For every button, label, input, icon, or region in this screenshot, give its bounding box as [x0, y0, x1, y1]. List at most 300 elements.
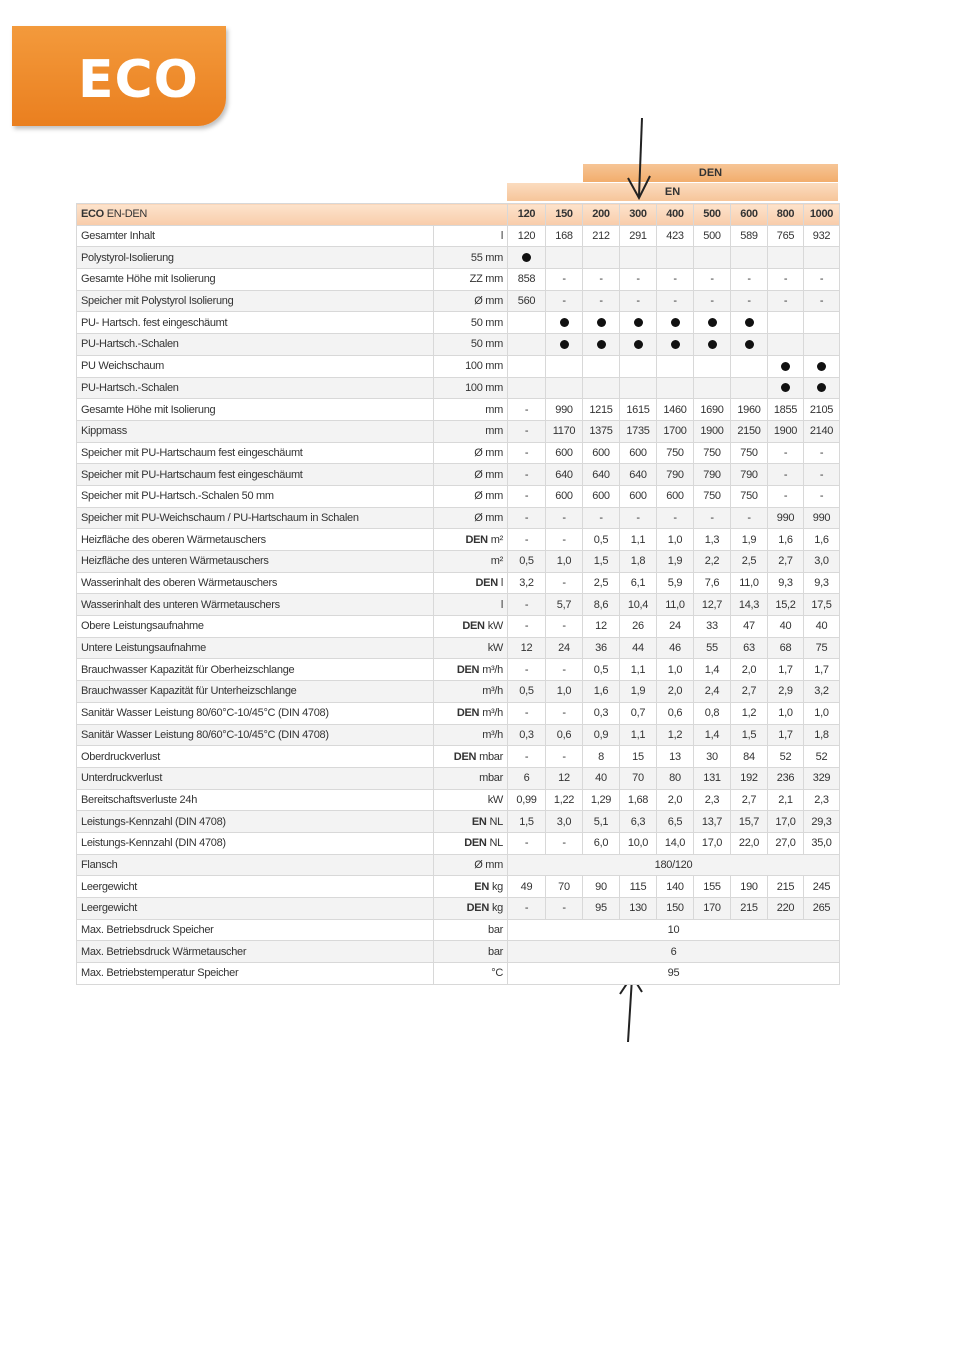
value-cell: 790 — [657, 464, 694, 486]
value-cell — [694, 247, 731, 269]
row-unit — [434, 811, 508, 833]
unit-text: m³/h — [482, 728, 503, 741]
value-cell — [546, 247, 583, 269]
value-cell: 36 — [583, 637, 620, 659]
table-row — [77, 789, 840, 811]
row-label: Sanitär Wasser Leistung 80/60°C-10/45°C (DIN 4708) — [77, 702, 434, 724]
value-cell: 1,1 — [620, 724, 657, 746]
value-cell: - — [546, 746, 583, 768]
row-label: Sanitär Wasser Leistung 80/60°C-10/45°C (DIN 4708) — [77, 724, 434, 746]
value-cell: 2140 — [804, 420, 840, 442]
unit-text: bar — [488, 945, 503, 958]
value-cell — [657, 247, 694, 269]
value-cell: 0,5 — [583, 529, 620, 551]
value-cell: 640 — [620, 464, 657, 486]
value-cell: - — [768, 290, 804, 312]
value-cell: 1,5 — [508, 811, 546, 833]
table-row — [77, 724, 840, 746]
value-cell — [546, 355, 583, 377]
bullet-dot-icon — [817, 362, 826, 371]
value-cell: 192 — [731, 767, 768, 789]
value-cell: 1,7 — [768, 724, 804, 746]
value-cell: 1,9 — [657, 551, 694, 573]
row-label: Leistungs-Kennzahl (DIN 4708) — [77, 832, 434, 854]
value-cell: 600 — [620, 442, 657, 464]
value-cell: 329 — [804, 767, 840, 789]
value-cell: - — [546, 529, 583, 551]
value-cell: 80 — [657, 767, 694, 789]
row-label: Gesamte Höhe mit Isolierung — [77, 399, 434, 421]
value-cell: 5,7 — [546, 594, 583, 616]
value-cell: - — [768, 442, 804, 464]
value-cell: 212 — [583, 225, 620, 247]
row-unit — [434, 659, 508, 681]
value-cell: 2105 — [804, 399, 840, 421]
value-cell: 1900 — [694, 420, 731, 442]
value-cell: - — [731, 290, 768, 312]
value-cell: 1,7 — [768, 659, 804, 681]
bullet-cell — [768, 377, 804, 399]
bullet-cell — [657, 334, 694, 356]
table-row — [77, 811, 840, 833]
bullet-dot-icon — [671, 318, 680, 327]
bullet-cell — [768, 355, 804, 377]
row-unit — [434, 941, 508, 963]
value-cell: 1,0 — [804, 702, 840, 724]
value-cell: - — [768, 485, 804, 507]
size-header: 120 — [508, 204, 546, 226]
value-cell: - — [508, 464, 546, 486]
table-row — [77, 702, 840, 724]
value-cell: 11,0 — [657, 594, 694, 616]
row-label: Brauchwasser Kapazität für Unterheizschlange — [77, 681, 434, 703]
value-cell: 52 — [768, 746, 804, 768]
unit-text: kW — [487, 620, 503, 633]
table-row — [77, 334, 840, 356]
value-cell: 990 — [546, 399, 583, 421]
value-cell: 0,3 — [508, 724, 546, 746]
value-cell: - — [546, 659, 583, 681]
row-label: Flansch — [77, 854, 434, 876]
value-cell — [583, 377, 620, 399]
bullet-cell — [546, 334, 583, 356]
table-row — [77, 594, 840, 616]
value-cell: 1,0 — [768, 702, 804, 724]
value-cell: 8 — [583, 746, 620, 768]
value-cell: 7,6 — [694, 572, 731, 594]
value-cell — [768, 247, 804, 269]
value-cell: - — [546, 507, 583, 529]
table-row — [77, 659, 840, 681]
row-label: Leergewicht — [77, 898, 434, 920]
size-header: 1000 — [804, 204, 840, 226]
value-cell — [583, 247, 620, 269]
value-cell: - — [804, 464, 840, 486]
table-row — [77, 485, 840, 507]
value-cell: 265 — [804, 898, 840, 920]
value-cell: 24 — [546, 637, 583, 659]
row-label: Unterdruckverlust — [77, 767, 434, 789]
variant-tag: EN — [471, 815, 487, 828]
value-cell: 3,2 — [804, 681, 840, 703]
value-cell: 1855 — [768, 399, 804, 421]
unit-text: Ø mm — [474, 446, 503, 459]
value-cell — [508, 377, 546, 399]
unit-text: 100 mm — [465, 360, 503, 373]
row-label: Speicher mit Polystyrol Isolierung — [77, 290, 434, 312]
row-unit — [434, 767, 508, 789]
value-cell: 131 — [694, 767, 731, 789]
row-unit — [434, 507, 508, 529]
value-cell: 1,68 — [620, 789, 657, 811]
value-cell: 9,3 — [768, 572, 804, 594]
value-cell: 6,1 — [620, 572, 657, 594]
value-cell: 1,7 — [804, 659, 840, 681]
value-cell: - — [508, 616, 546, 638]
row-unit — [434, 247, 508, 269]
value-cell: 6,5 — [657, 811, 694, 833]
value-cell: - — [731, 269, 768, 291]
value-cell: 55 — [694, 637, 731, 659]
row-label: Gesamter Inhalt — [77, 225, 434, 247]
bullet-cell — [694, 334, 731, 356]
value-cell: 150 — [657, 898, 694, 920]
value-cell: 2,7 — [731, 681, 768, 703]
value-cell: 130 — [620, 898, 657, 920]
value-cell: 1,5 — [583, 551, 620, 573]
value-cell: 0,8 — [694, 702, 731, 724]
value-cell: 26 — [620, 616, 657, 638]
value-cell: - — [508, 399, 546, 421]
value-cell: 47 — [731, 616, 768, 638]
value-cell — [620, 377, 657, 399]
value-cell: 70 — [546, 876, 583, 898]
row-label: Obere Leistungsaufnahme — [77, 616, 434, 638]
value-cell: - — [620, 290, 657, 312]
value-cell: 291 — [620, 225, 657, 247]
value-cell — [620, 247, 657, 269]
unit-text: m³/h — [482, 685, 503, 698]
row-label: PU-Hartsch.-Schalen — [77, 334, 434, 356]
unit-text: kW — [487, 642, 503, 655]
row-unit — [434, 334, 508, 356]
row-unit — [434, 616, 508, 638]
value-cell: 245 — [804, 876, 840, 898]
value-cell: - — [546, 898, 583, 920]
table-row — [77, 854, 840, 876]
value-cell: 15 — [620, 746, 657, 768]
unit-text: Ø mm — [474, 511, 503, 524]
bullet-dot-icon — [597, 340, 606, 349]
value-cell: 52 — [804, 746, 840, 768]
value-cell: 750 — [694, 485, 731, 507]
value-cell: 90 — [583, 876, 620, 898]
row-unit — [434, 442, 508, 464]
value-cell: 1,8 — [804, 724, 840, 746]
value-cell: 0,6 — [546, 724, 583, 746]
bullet-cell — [546, 312, 583, 334]
value-cell: - — [694, 269, 731, 291]
value-cell: 1960 — [731, 399, 768, 421]
table-row — [77, 464, 840, 486]
value-cell: 15,2 — [768, 594, 804, 616]
value-cell: 12 — [508, 637, 546, 659]
value-cell: 12 — [583, 616, 620, 638]
row-label: Untere Leistungsaufnahme — [77, 637, 434, 659]
unit-text: Ø mm — [474, 858, 503, 871]
value-cell: 46 — [657, 637, 694, 659]
value-cell: 2,5 — [583, 572, 620, 594]
value-cell: 1,2 — [657, 724, 694, 746]
bullet-cell — [508, 247, 546, 269]
unit-text: 100 mm — [465, 381, 503, 394]
eco-banner-title: ECO — [78, 50, 199, 110]
value-cell: - — [768, 269, 804, 291]
row-label: Speicher mit PU-Hartschaum fest eingeschäumt — [77, 442, 434, 464]
value-cell: 1,1 — [620, 529, 657, 551]
size-header: 150 — [546, 204, 583, 226]
value-cell: - — [657, 290, 694, 312]
unit-text: mm — [485, 403, 503, 416]
value-cell: 27,0 — [768, 832, 804, 854]
unit-text: l — [500, 577, 503, 590]
row-label: Wasserinhalt des oberen Wärmetauschers — [77, 572, 434, 594]
value-cell: - — [546, 702, 583, 724]
value-cell: - — [768, 464, 804, 486]
value-cell: 33 — [694, 616, 731, 638]
value-cell: 858 — [508, 269, 546, 291]
value-cell: 29,3 — [804, 811, 840, 833]
value-cell: 8,6 — [583, 594, 620, 616]
bullet-cell — [620, 334, 657, 356]
value-cell: 750 — [731, 485, 768, 507]
value-cell — [804, 334, 840, 356]
table-row — [77, 616, 840, 638]
bullet-cell — [657, 312, 694, 334]
value-cell: 0,5 — [508, 681, 546, 703]
bullet-dot-icon — [745, 340, 754, 349]
value-cell: 0,6 — [657, 702, 694, 724]
row-unit — [434, 789, 508, 811]
table-row — [77, 355, 840, 377]
value-cell — [768, 334, 804, 356]
value-cell: 1,2 — [731, 702, 768, 724]
value-cell: - — [508, 832, 546, 854]
table-row — [77, 832, 840, 854]
value-cell: 30 — [694, 746, 731, 768]
value-cell: 13,7 — [694, 811, 731, 833]
bullet-cell — [694, 312, 731, 334]
row-unit — [434, 399, 508, 421]
spec-table-body — [77, 225, 840, 984]
value-cell: 600 — [583, 442, 620, 464]
value-cell: 220 — [768, 898, 804, 920]
value-cell: 1215 — [583, 399, 620, 421]
row-unit — [434, 681, 508, 703]
variant-tag: DEN — [475, 577, 498, 590]
row-unit — [434, 854, 508, 876]
row-label: Wasserinhalt des unteren Wärmetauschers — [77, 594, 434, 616]
value-cell: 84 — [731, 746, 768, 768]
table-row — [77, 551, 840, 573]
unit-text: l — [500, 230, 503, 243]
unit-text: bar — [488, 924, 503, 937]
bullet-cell — [804, 355, 840, 377]
value-cell: 600 — [546, 485, 583, 507]
bullet-cell — [731, 312, 768, 334]
row-unit — [434, 919, 508, 941]
value-cell: - — [620, 269, 657, 291]
value-cell: 560 — [508, 290, 546, 312]
value-cell: 1170 — [546, 420, 583, 442]
value-cell: 70 — [620, 767, 657, 789]
table-row — [77, 919, 840, 941]
table-row — [77, 746, 840, 768]
merged-value-cell: 6 — [508, 941, 840, 963]
size-header: 300 — [620, 204, 657, 226]
value-cell: 2,0 — [657, 789, 694, 811]
value-cell: 3,0 — [804, 551, 840, 573]
value-cell: 1,0 — [657, 529, 694, 551]
unit-text: mbar — [479, 750, 503, 763]
value-cell: 1735 — [620, 420, 657, 442]
value-cell — [804, 312, 840, 334]
value-cell: 765 — [768, 225, 804, 247]
value-cell: - — [508, 442, 546, 464]
merged-value-cell: 180/120 — [508, 854, 840, 876]
value-cell: 0,3 — [583, 702, 620, 724]
bullet-dot-icon — [745, 318, 754, 327]
unit-text: m³/h — [482, 663, 503, 676]
bullet-dot-icon — [597, 318, 606, 327]
value-cell: 1690 — [694, 399, 731, 421]
value-cell: - — [508, 594, 546, 616]
value-cell: 0,7 — [620, 702, 657, 724]
value-cell: 1,0 — [657, 659, 694, 681]
table-row — [77, 637, 840, 659]
value-cell: 10,4 — [620, 594, 657, 616]
variant-tag: DEN — [453, 750, 477, 763]
value-cell: 500 — [694, 225, 731, 247]
value-cell: - — [508, 746, 546, 768]
bullet-cell — [583, 312, 620, 334]
value-cell: - — [546, 832, 583, 854]
table-row — [77, 681, 840, 703]
table-row — [77, 529, 840, 551]
value-cell: 12 — [546, 767, 583, 789]
value-cell: 49 — [508, 876, 546, 898]
row-unit — [434, 876, 508, 898]
value-cell — [508, 312, 546, 334]
unit-text: m² — [490, 533, 503, 546]
value-cell: 17,5 — [804, 594, 840, 616]
row-unit — [434, 420, 508, 442]
row-label: PU-Hartsch.-Schalen — [77, 377, 434, 399]
table-row — [77, 225, 840, 247]
row-label: PU Weichschaum — [77, 355, 434, 377]
value-cell: - — [583, 507, 620, 529]
value-cell: - — [546, 269, 583, 291]
value-cell: 1700 — [657, 420, 694, 442]
value-cell — [804, 247, 840, 269]
row-unit — [434, 312, 508, 334]
bullet-cell — [731, 334, 768, 356]
table-row — [77, 442, 840, 464]
value-cell: 1,0 — [546, 681, 583, 703]
row-unit — [434, 724, 508, 746]
variant-tag: DEN — [462, 620, 485, 633]
value-cell: 990 — [804, 507, 840, 529]
value-cell: 5,9 — [657, 572, 694, 594]
value-cell: 2,7 — [731, 789, 768, 811]
value-cell: 6,3 — [620, 811, 657, 833]
arrow-down-icon — [620, 116, 660, 202]
value-cell: 170 — [694, 898, 731, 920]
bullet-dot-icon — [560, 340, 569, 349]
value-cell: 95 — [583, 898, 620, 920]
row-unit — [434, 637, 508, 659]
value-cell: 1460 — [657, 399, 694, 421]
value-cell: 68 — [768, 637, 804, 659]
value-cell: 9,3 — [804, 572, 840, 594]
value-cell: 990 — [768, 507, 804, 529]
unit-text: Ø mm — [474, 468, 503, 481]
table-row — [77, 269, 840, 291]
value-cell: 600 — [620, 485, 657, 507]
value-cell: - — [508, 420, 546, 442]
value-cell: 13 — [657, 746, 694, 768]
row-unit — [434, 225, 508, 247]
value-cell: 2,2 — [694, 551, 731, 573]
value-cell: - — [583, 290, 620, 312]
unit-text: kW — [487, 793, 503, 806]
unit-text: NL — [489, 815, 503, 828]
row-unit — [434, 746, 508, 768]
value-cell: 600 — [546, 442, 583, 464]
value-cell: 15,7 — [731, 811, 768, 833]
value-cell: 40 — [583, 767, 620, 789]
row-unit — [434, 551, 508, 573]
variant-tag: DEN — [464, 837, 487, 850]
bullet-dot-icon — [781, 383, 790, 392]
value-cell: 44 — [620, 637, 657, 659]
unit-text: l — [500, 598, 503, 611]
value-cell: 640 — [546, 464, 583, 486]
row-label: Speicher mit PU-Hartsch.-Schalen 50 mm — [77, 485, 434, 507]
value-cell: 932 — [804, 225, 840, 247]
value-cell: 1615 — [620, 399, 657, 421]
row-label: Oberdruckverlust — [77, 746, 434, 768]
unit-text: kg — [491, 902, 503, 915]
size-header: 800 — [768, 204, 804, 226]
value-cell: 2,7 — [768, 551, 804, 573]
value-cell — [583, 355, 620, 377]
row-label: Speicher mit PU-Weichschaum / PU-Hartschaum in Schalen — [77, 507, 434, 529]
row-unit — [434, 594, 508, 616]
value-cell: 2,5 — [731, 551, 768, 573]
value-cell: 215 — [768, 876, 804, 898]
value-cell: - — [657, 269, 694, 291]
row-label: Max. Betriebsdruck Wärmetauscher — [77, 941, 434, 963]
en-header-band: EN — [507, 183, 838, 201]
value-cell — [768, 312, 804, 334]
value-cell: - — [546, 616, 583, 638]
eco-banner — [12, 26, 226, 126]
value-cell: 2150 — [731, 420, 768, 442]
unit-text: °C — [491, 967, 503, 980]
bullet-dot-icon — [708, 318, 717, 327]
variant-tag: DEN — [465, 533, 488, 546]
